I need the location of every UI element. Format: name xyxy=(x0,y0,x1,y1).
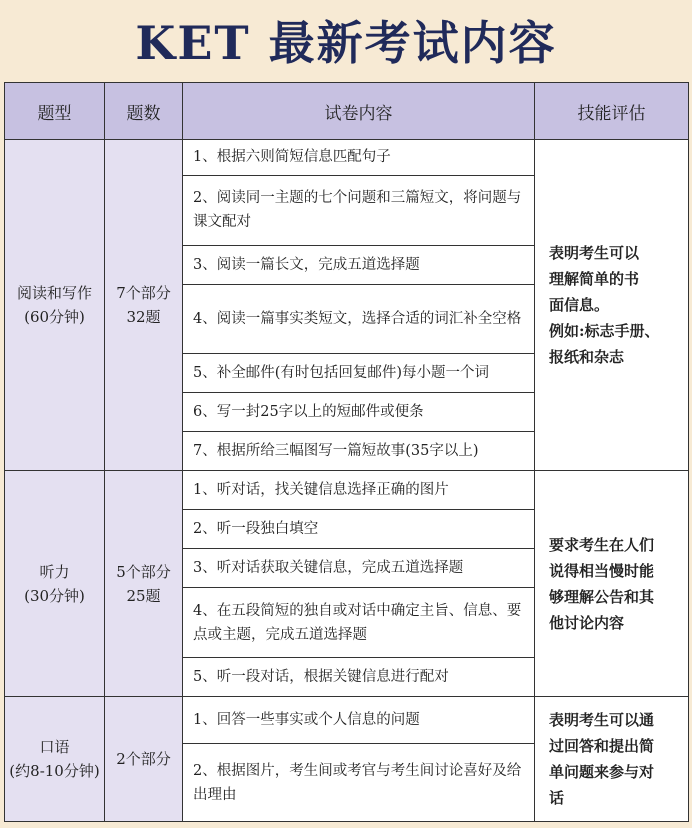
exam-table xyxy=(4,82,689,822)
section-skill-speaking xyxy=(535,696,689,821)
section-type-reading xyxy=(5,140,105,471)
section-skill-reading xyxy=(535,140,689,471)
content-item: 5、听一段对话，根据关键信息进行配对 xyxy=(183,657,535,696)
table-row xyxy=(5,471,689,510)
skill-line: 要求考生在人们 xyxy=(549,535,655,554)
content-item: 2、听一段独白填空 xyxy=(183,510,535,549)
table-row xyxy=(5,696,689,743)
content-item: 3、阅读一篇长文，完成五道选择题 xyxy=(183,245,535,284)
skill-line: 例如:标志手册、 xyxy=(549,322,660,341)
skill-line: 够理解公告和其 xyxy=(549,587,655,606)
skill-line: 面信息。 xyxy=(549,296,610,315)
content-item: 4、阅读一篇事实类短文，选择合适的词汇补全空格 xyxy=(183,284,535,354)
content-item: 6、写一封25字以上的短邮件或便条 xyxy=(183,393,535,432)
section-type-speaking xyxy=(5,696,105,821)
skill-line: 他讨论内容 xyxy=(549,613,625,632)
header-count: 题数 xyxy=(105,83,183,140)
section-skill-listening xyxy=(535,471,689,697)
content-item: 3、听对话获取关键信息，完成五道选择题 xyxy=(183,549,535,588)
section-count-listening xyxy=(105,471,183,697)
content-item: 1、回答一些事实或个人信息的问题 xyxy=(183,696,535,743)
skill-line: 单问题来参与对 xyxy=(549,762,655,781)
type-line: 听力 xyxy=(39,562,70,581)
skill-line: 过回答和提出简 xyxy=(549,736,655,755)
skill-line: 表明考生可以通 xyxy=(549,710,655,729)
content-item: 2、阅读同一主题的七个问题和三篇短文，将问题与课文配对 xyxy=(183,175,535,245)
content-item: 1、根据六则简短信息匹配句子 xyxy=(183,140,535,176)
skill-line: 报纸和杂志 xyxy=(549,348,625,367)
type-line: 口语 xyxy=(39,737,70,756)
title-bar xyxy=(0,0,692,80)
count-line: 32题 xyxy=(126,308,161,327)
type-line: (约8-10分钟) xyxy=(9,761,100,780)
content-item: 2、根据图片，考生间或考官与考生间讨论喜好及给出理由 xyxy=(183,744,535,822)
content-item: 5、补全邮件(有时包括回复邮件)每小题一个词 xyxy=(183,354,535,393)
count-line: 2个部分 xyxy=(116,749,171,768)
content-item: 7、根据所给三幅图写一篇短故事(35字以上) xyxy=(183,432,535,471)
section-type-listening xyxy=(5,471,105,697)
count-line: 25题 xyxy=(126,586,161,605)
skill-line: 说得相当慢时能 xyxy=(549,561,655,580)
content-item: 1、听对话，找关键信息选择正确的图片 xyxy=(183,471,535,510)
skill-line: 理解简单的书 xyxy=(549,270,640,289)
page-title: KET 最新考试内容 xyxy=(135,16,557,70)
header-content: 试卷内容 xyxy=(183,83,535,140)
header-type: 题型 xyxy=(5,83,105,140)
content-item: 4、在五段简短的独自或对话中确定主旨、信息、要点或主题，完成五道选择题 xyxy=(183,588,535,658)
header-skill: 技能评估 xyxy=(535,83,689,140)
header-row xyxy=(5,83,689,140)
skill-line: 表明考生可以 xyxy=(549,244,640,263)
section-count-speaking xyxy=(105,696,183,821)
skill-line: 话 xyxy=(549,788,565,807)
count-line: 5个部分 xyxy=(116,562,171,581)
type-line: (30分钟) xyxy=(24,586,85,605)
type-line: (60分钟) xyxy=(24,308,85,327)
count-line: 7个部分 xyxy=(116,284,171,303)
section-count-reading xyxy=(105,140,183,471)
table-row xyxy=(5,140,689,176)
type-line: 阅读和写作 xyxy=(16,284,92,303)
